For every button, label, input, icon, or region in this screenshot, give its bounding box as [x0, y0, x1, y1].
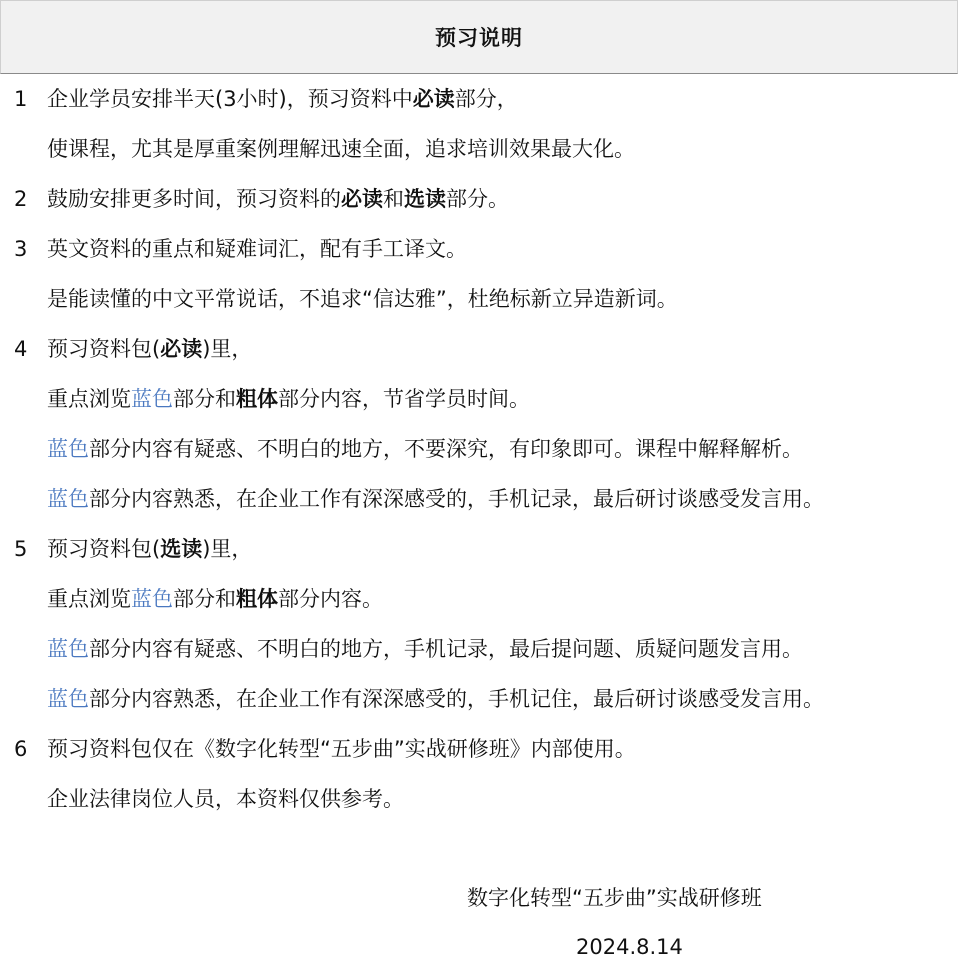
bold-text: 粗体	[236, 587, 278, 611]
list-item-6-line-1	[0, 724, 958, 774]
list-item-1-line-1	[0, 74, 958, 124]
item-text: 蓝色部分内容熟悉，在企业工作有深深感受的，手机记录，最后研讨谈感受发言用。	[47, 487, 824, 511]
item-text: 蓝色部分内容有疑惑、不明白的地方，手机记录，最后提问题、质疑问题发言用。	[47, 637, 803, 661]
blue-text: 蓝色	[47, 487, 89, 511]
list-item-6-line-2	[0, 774, 958, 824]
item-number: 5	[14, 537, 28, 561]
list-item-4-line-1	[0, 324, 958, 374]
blue-text: 蓝色	[47, 637, 89, 661]
list-item-5-line-4	[0, 674, 958, 724]
blue-text: 蓝色	[47, 437, 89, 461]
bold-text: 必读	[412, 87, 455, 111]
item-text: 鼓励安排更多时间，预习资料的必读和选读部分。	[47, 187, 509, 211]
list-item-4-line-4	[0, 474, 958, 524]
list-item-3-line-1	[0, 224, 958, 274]
item-number: 1	[14, 87, 28, 111]
item-text: 重点浏览蓝色部分和粗体部分内容。	[47, 587, 383, 611]
item-text: 蓝色部分内容熟悉，在企业工作有深深感受的，手机记住，最后研讨谈感受发言用。	[47, 687, 824, 711]
page-header	[0, 0, 958, 74]
list-item-5-line-2	[0, 574, 958, 624]
list-item-4-line-3	[0, 424, 958, 474]
item-text: 企业法律岗位人员，本资料仅供参考。	[47, 787, 404, 811]
item-text: 英文资料的重点和疑难词汇，配有手工译文。	[47, 237, 467, 261]
blue-text: 蓝色	[131, 387, 173, 411]
list-item-5-line-1	[0, 524, 958, 574]
item-text: 重点浏览蓝色部分和粗体部分内容，节省学员时间。	[47, 387, 530, 411]
bold-text: 必读	[341, 187, 383, 211]
item-number: 6	[14, 737, 28, 761]
page-title: 预习说明	[435, 26, 523, 50]
blue-text: 蓝色	[47, 687, 89, 711]
item-text: 是能读懂的中文平常说话，不追求“信达雅”，杜绝标新立异造新词。	[47, 287, 678, 311]
bold-text: 粗体	[236, 387, 278, 411]
list-item-5-line-3	[0, 624, 958, 674]
item-text: 预习资料包仅在《数字化转型“五步曲”实战研修班》内部使用。	[47, 737, 636, 761]
item-text: 使课程，尤其是厚重案例理解迅速全面，追求培训效果最大化。	[47, 137, 635, 161]
item-text: 预习资料包(选读)里，	[47, 537, 253, 561]
list-item-4-line-2	[0, 374, 958, 424]
bold-text: 选读	[404, 187, 446, 211]
item-text: 蓝色部分内容有疑惑、不明白的地方，不要深究，有印象即可。课程中解释解析。	[47, 437, 803, 461]
item-number: 3	[14, 237, 28, 261]
list-item-1-line-2	[0, 124, 958, 174]
item-text: 预习资料包(必读)里，	[47, 337, 253, 361]
item-number: 2	[14, 187, 28, 211]
item-text: 企业学员安排半天(3小时)，预习资料中必读部分，	[47, 87, 518, 111]
footer-date: 2024.8.14	[576, 935, 683, 959]
blue-text: 蓝色	[131, 587, 173, 611]
list-item-2-line-1	[0, 174, 958, 224]
bold-text: 必读	[160, 337, 203, 361]
bold-text: 选读	[160, 537, 203, 561]
item-number: 4	[14, 337, 28, 361]
footer-organization: 数字化转型“五步曲”实战研修班	[467, 886, 762, 910]
list-item-3-line-2	[0, 274, 958, 324]
